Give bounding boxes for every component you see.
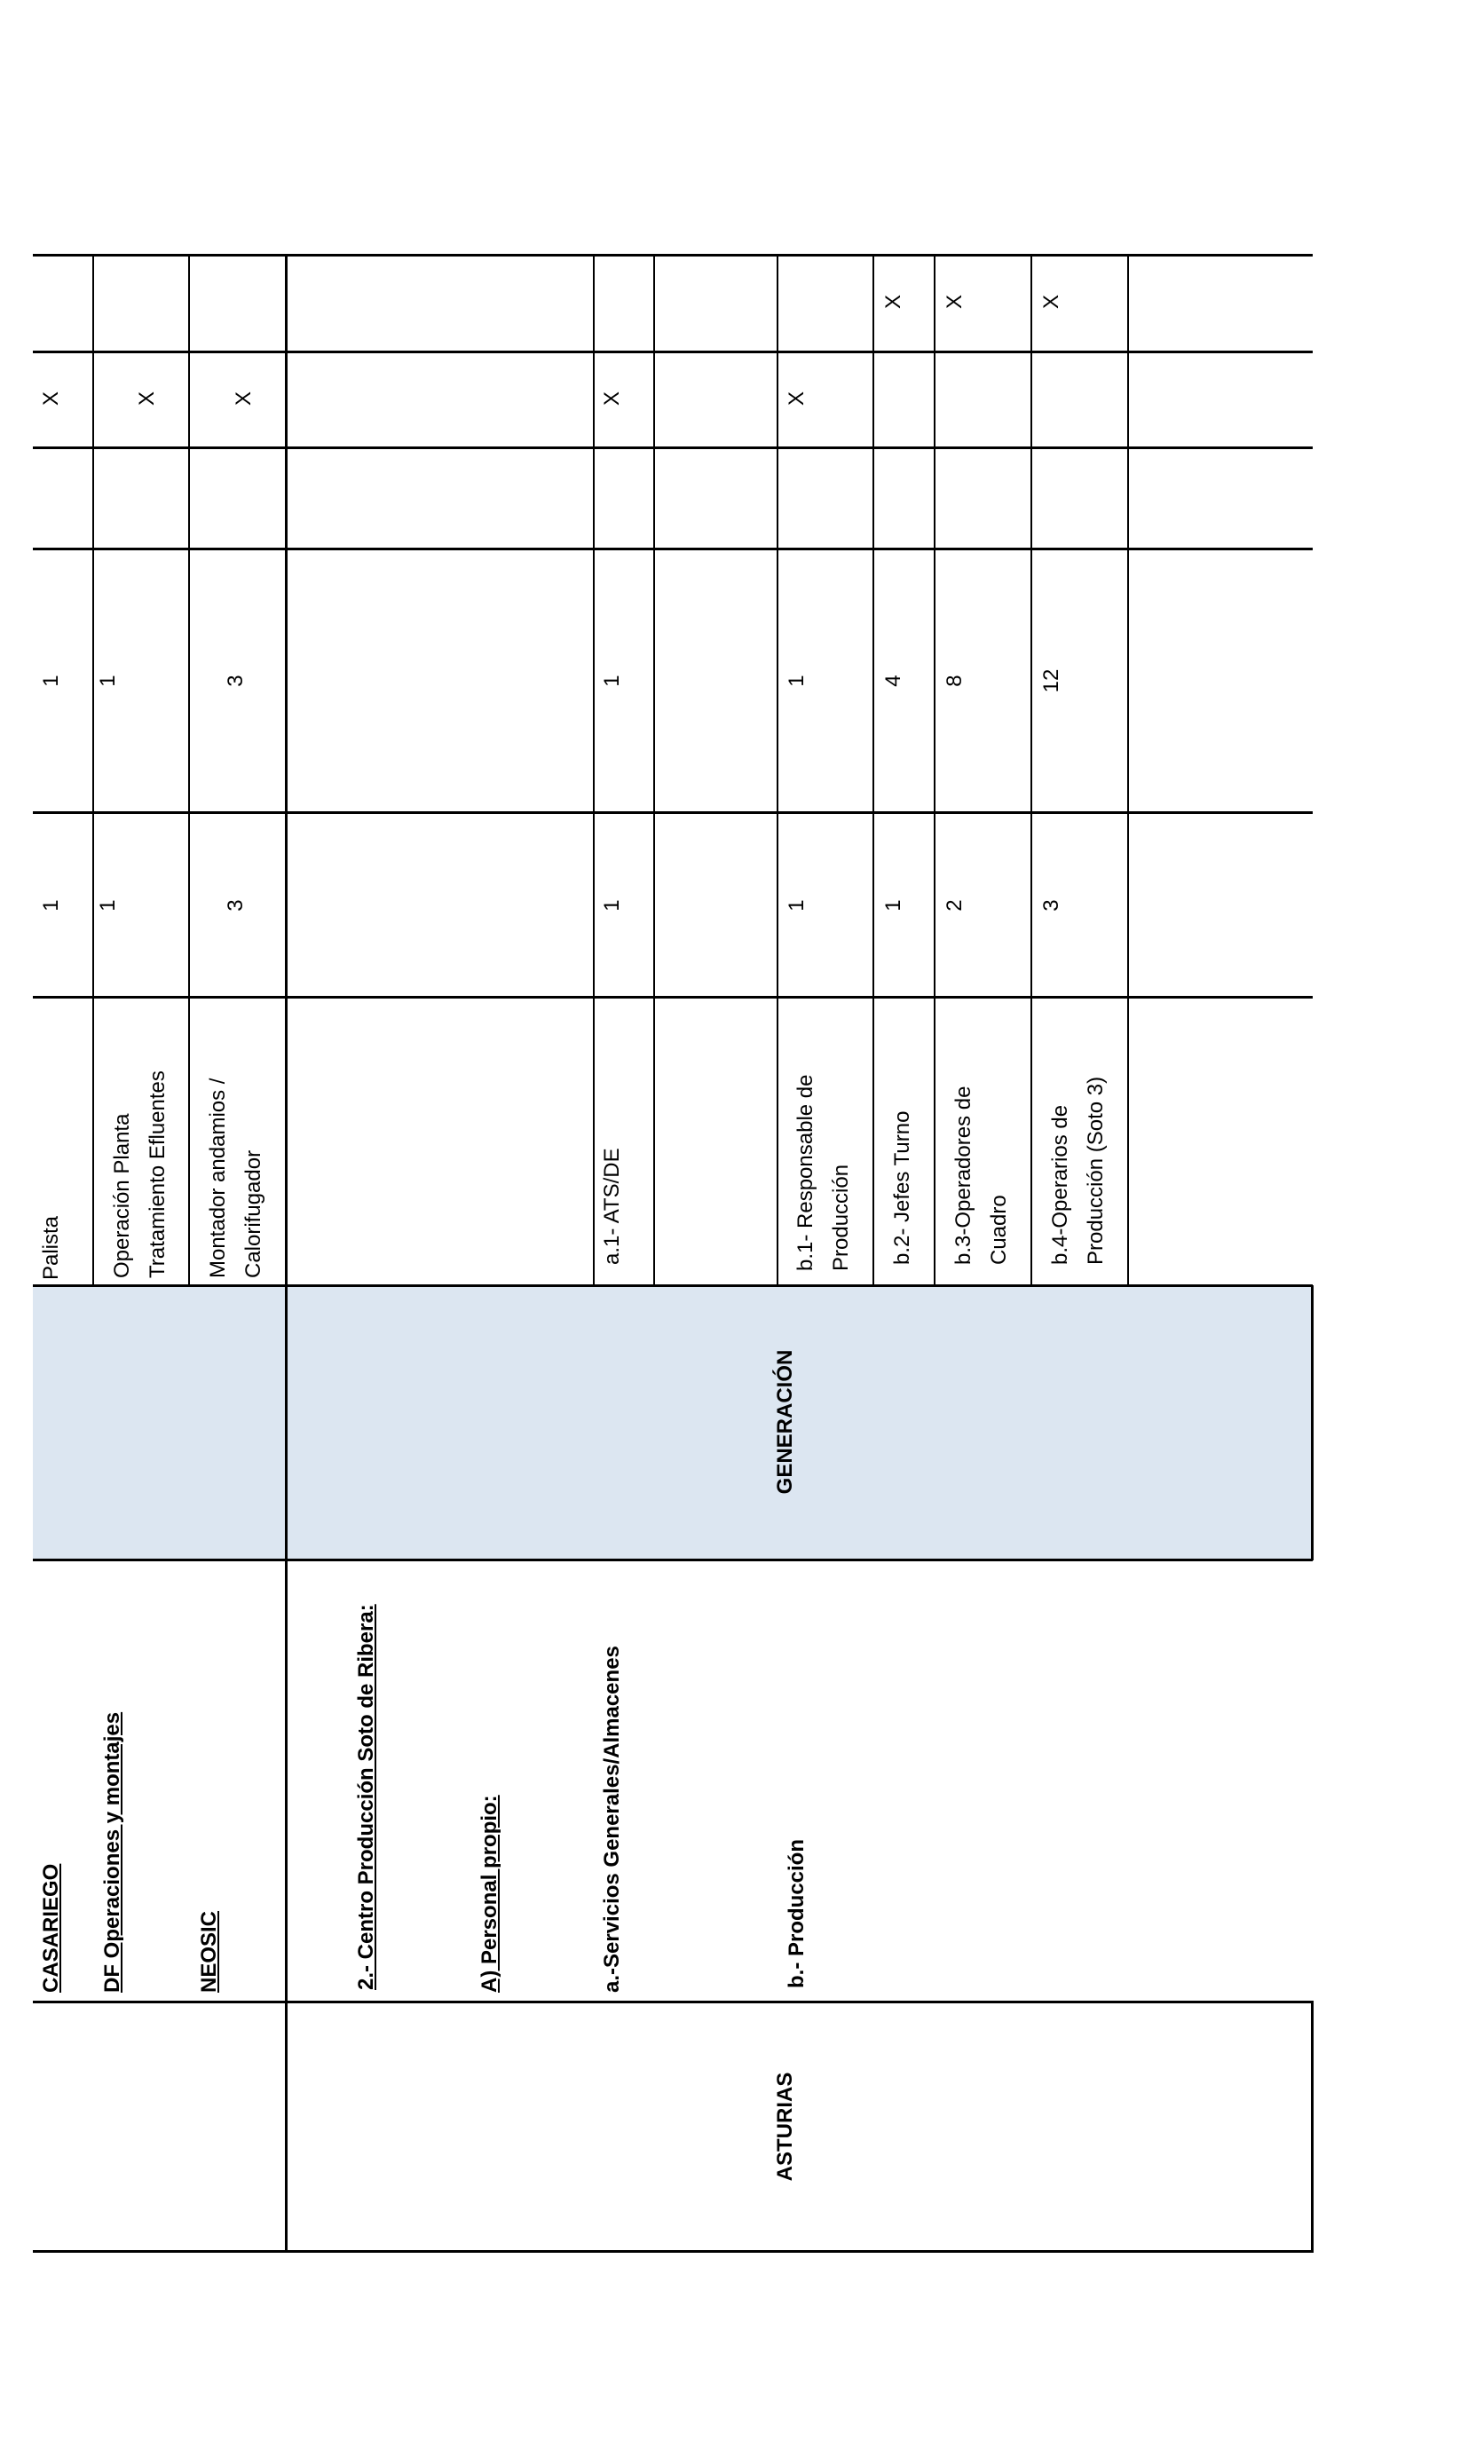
row-operacion-planta-c4: X [135, 391, 159, 407]
row-jefes-turno-role: b.2- Jefes Turno [890, 1110, 914, 1265]
row-responsable-c1: 1 [785, 899, 809, 912]
row-palista-role: Palista [39, 1215, 63, 1280]
row-jefes-turno-c2: 4 [881, 675, 905, 687]
row-operarios-c5: X [1039, 295, 1063, 310]
row-responsable-c2: 1 [785, 675, 809, 687]
row-operarios-c2: 12 [1039, 668, 1063, 693]
grid-line [33, 351, 1313, 353]
heading-servicios-generales: a.-Servicios Generales/Almacenes [600, 1646, 624, 1993]
grid-line [1127, 254, 1129, 1284]
grid-line [92, 254, 94, 1284]
row-operadores-c2: 8 [943, 675, 967, 687]
row-operadores-c5: X [943, 295, 967, 310]
row-operacion-planta-c1: 1 [96, 899, 120, 912]
row-montador-role: Montador andamios / Calorifugador [206, 1078, 265, 1278]
row-responsable-role: b.1- Responsable de Producción [793, 1074, 853, 1271]
region-box-border [1311, 2001, 1314, 2253]
row-operadores-c1: 2 [943, 899, 967, 912]
grid-line [872, 254, 874, 1284]
row-operacion-planta-role: Operación Planta Tratamiento Efluentes [110, 1070, 170, 1278]
row-operadores-role: b.3-Operadores de Cuadro [951, 1086, 1011, 1265]
grid-line [188, 254, 190, 1284]
grid-line [934, 254, 935, 1284]
row-operarios-c1: 3 [1039, 899, 1063, 912]
row-ats-c2: 1 [600, 675, 624, 687]
row-palista-c2: 1 [39, 675, 63, 687]
grid-line [33, 548, 1313, 550]
section-header-generacion: GENERACIÓN [773, 1349, 797, 1495]
band-border [33, 1559, 1313, 1561]
row-responsable-c4: X [785, 391, 809, 407]
row-palista-c1: 1 [39, 899, 63, 912]
row-jefes-turno-c1: 1 [881, 899, 905, 912]
row-palista-c4: X [39, 391, 63, 407]
band-border [1311, 1285, 1314, 1560]
heading-casariego: CASARIEGO [39, 1863, 63, 1993]
row-montador-c2: 3 [224, 675, 248, 687]
grid-line [33, 254, 1313, 257]
row-ats-role: a.1- ATS/DE [600, 1148, 624, 1265]
grid-line [33, 1284, 1313, 1287]
row-operacion-planta-c2: 1 [96, 675, 120, 687]
grid-line [1030, 254, 1032, 1284]
grid-line [33, 2001, 1313, 2003]
grid-line [777, 254, 778, 1284]
heading-produccion: b.- Producción [785, 1839, 809, 1988]
heading-centro-produccion: 2.- Centro Producción Soto de Ribera: [354, 1604, 378, 1990]
heading-personal-propio: A) Personal propio: [478, 1795, 501, 1993]
row-ats-c4: X [600, 391, 624, 407]
grid-line [33, 811, 1313, 814]
generacion-band [33, 1285, 1311, 1560]
heading-df-operaciones: DF Operaciones y montajes [100, 1711, 124, 1993]
row-montador-c4: X [232, 391, 256, 407]
grid-line [285, 254, 288, 2253]
row-montador-c1: 3 [224, 899, 248, 912]
grid-line [33, 2250, 1313, 2253]
grid-line [33, 446, 1313, 449]
grid-line [653, 254, 655, 1284]
row-ats-c1: 1 [600, 899, 624, 912]
heading-neosic: NEOSIC [197, 1910, 221, 1993]
row-jefes-turno-c5: X [881, 295, 905, 310]
grid-line [33, 996, 1313, 999]
region-label-asturias: ASTURIAS [773, 2072, 797, 2182]
row-operarios-role: b.4-Operarios de Producción (Soto 3) [1048, 1076, 1108, 1265]
